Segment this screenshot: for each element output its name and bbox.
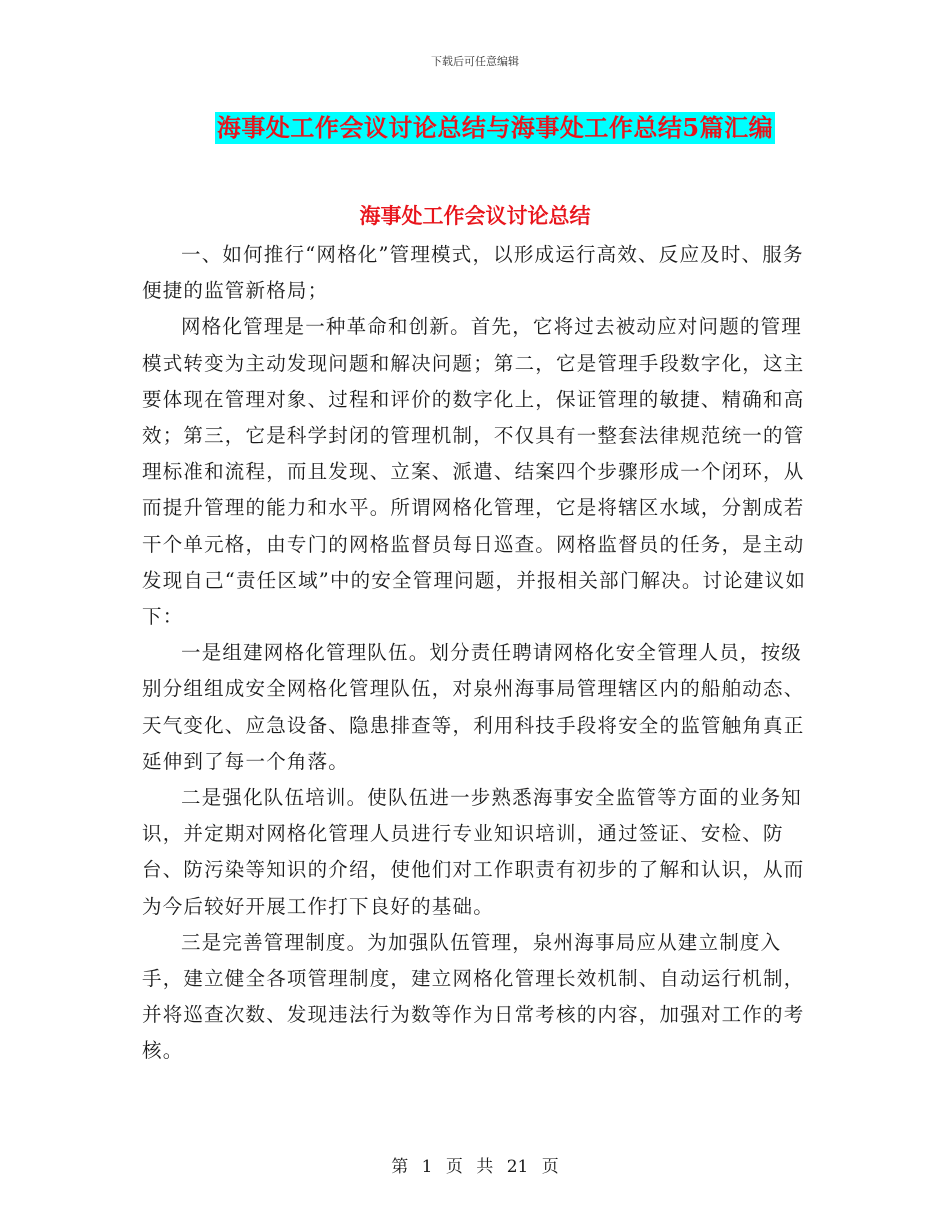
document-title-container (0, 112, 950, 144)
paragraph: 一、如何推行“网格化”管理模式，以形成运行高效、反应及时、服务便捷的监管新格局； (142, 243, 804, 303)
paragraph: 三是完善管理制度。为加强队伍管理，泉州海事局应从建立制度入手，建立健全各项管理制度，建立网格化管理长效机制、自动运行机制，并将巡查次数、发现违法行为数等作为日常考核的内容，加强对工作的考核。 (142, 930, 805, 1063)
page-header-note: 下载后可任意编辑 (431, 55, 519, 68)
section-title: 海事处工作会议讨论总结 (359, 203, 591, 228)
document-body (142, 237, 812, 1070)
paragraph: 一是组建网格化管理队伍。划分责任聘请网格化安全管理人员，按级别分组组成安全网格化管理队伍，对泉州海事局管理辖区内的船舶动态、天气变化、应急设备、隐患排查等，利用科技手段将安全的监管触角真正延伸到了每一个角落。 (142, 641, 805, 773)
document-title: 海事处工作会议讨论总结与海事处工作总结5篇汇编 (216, 113, 774, 142)
page-footer-number: 第 1 页 共 21 页 (391, 1157, 559, 1177)
paragraph: 网格化管理是一种革命和创新。首先，它将过去被动应对问题的管理模式转变为主动发现问题和解决问题；第二，它是管理手段数字化，这主要体现在管理对象、过程和评价的数字化上，保证管理的敏捷、精确和高效；第三，它是科学封闭的管理机制，不仅具有一整套法律规范统一的管理标准和流程，而且发现、立案、派遣、结案四个步骤形成一个闭环，从而提升管理的能力和水平。所谓网格化管理，它是将辖区水域，分割成若干个单元格，由专门的网格监督员每日巡查。网格监督员的任务，是主动发现自己“责任区域”中的安全管理问题，并报相关部门解决。讨论建议如下： (142, 315, 807, 629)
paragraph: 二是强化队伍培训。使队伍进一步熟悉海事安全监管等方面的业务知识，并定期对网格化管理人员进行专业知识培训，通过签证、安检、防台、防污染等知识的介绍，使他们对工作职责有初步的了解和认识，从而为今后较好开展工作打下良好的基础。 (142, 786, 805, 918)
